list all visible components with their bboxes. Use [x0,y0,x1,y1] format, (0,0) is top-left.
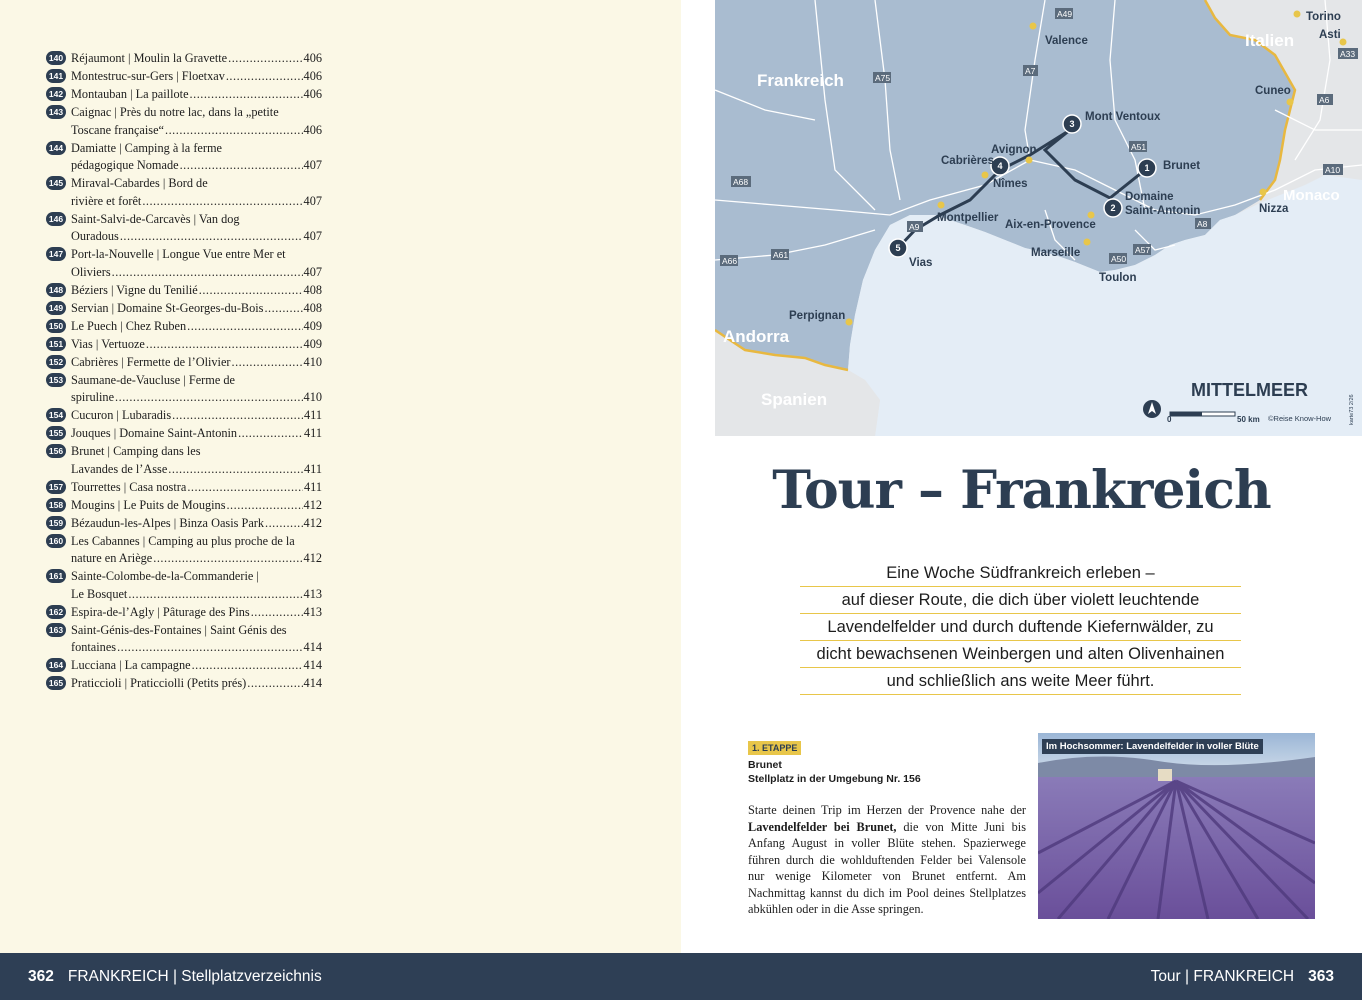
entry-title-line: Les Cabannes | Camping au plus proche de la [71,533,295,548]
leader-dots [226,68,303,86]
svg-text:A7: A7 [1025,66,1036,76]
entry-number-badge: 144 [46,141,66,155]
city-vias: Vias [909,257,933,269]
leader-dots [112,264,303,282]
entry-number-badge: 140 [46,51,66,65]
toc-entry [46,443,322,478]
entry-page: 407 [303,158,322,172]
entry-title-line: Port-la-Nouvelle | Longue Vue entre Mer et [71,247,286,261]
entry-title-line: Toscane française“ [71,122,165,137]
entry-title-line: rivière et forêt [71,193,142,208]
entry-title-line: Sainte-Colombe-de-la-Commanderie | [71,569,259,583]
toc-entry [46,479,322,497]
toc-entry [46,515,322,533]
entry-page: 410 [303,390,322,404]
svg-text:A51: A51 [1131,142,1147,152]
stop-2: 2 [1110,203,1116,213]
leader-dots [165,122,303,140]
entry-number-badge: 154 [46,408,66,422]
entry-title-line: Saint-Salvi-de-Carcavès | Van dog [71,211,240,226]
leader-dots [192,657,303,675]
left-page [0,0,681,953]
leader-dots [180,157,303,175]
entry-number-badge: 146 [46,212,66,226]
entry-title-line: Damiatte | Camping à la ferme [71,140,222,155]
intro-line: dicht bewachsenen Weinbergen und alten Olivenhainen [800,641,1241,668]
city-aix: Aix-en-Provence [1005,219,1096,231]
leader-dots [146,336,303,354]
leader-dots [172,407,303,425]
entry-number-badge: 141 [46,69,66,83]
footer-left-text: FRANKREICH | Stellplatzverzeichnis [67,968,322,985]
entry-number-badge: 151 [46,337,66,351]
stage-name: Brunet [748,759,782,771]
entry-page: 411 [304,479,322,494]
toc-entry [46,407,322,425]
label-mittelmeer: MITTELMEER [1191,380,1308,400]
leader-dots [265,515,303,533]
entry-page: 406 [303,69,322,83]
entry-number-badge: 164 [46,658,66,672]
route-map [715,0,1362,436]
svg-text:©Reise Know-How: ©Reise Know-How [1268,414,1332,423]
toc-entry [46,568,322,603]
entry-number-badge: 162 [46,605,66,619]
entry-page: 408 [303,300,322,315]
entry-number-badge: 163 [46,623,66,637]
entry-title-line: Miraval-Cabardes | Bord de [71,176,208,190]
entry-number-badge: 156 [46,444,66,458]
entry-title-line: Réjaumont | Moulin la Gravette [71,51,228,65]
leader-dots [190,86,303,104]
leader-dots [199,282,303,300]
entry-page: 407 [303,264,322,279]
leader-dots [232,354,303,372]
stop-1: 1 [1144,163,1150,173]
city-cabrieres: Cabrières [941,155,995,167]
city-marseille: Marseille [1031,247,1081,259]
toc-entry [46,282,322,300]
svg-text:A57: A57 [1135,245,1151,255]
city-saint-antonin: Saint-Antonin [1125,205,1201,217]
svg-text:A10: A10 [1325,165,1341,175]
city-cuneo: Cuneo [1255,85,1291,97]
entry-page: 407 [303,229,322,243]
svg-text:karte73 2/26: karte73 2/26 [1349,394,1355,425]
leader-dots [187,479,303,497]
entry-title-line: Montauban | La paillote [71,87,189,101]
toc-list [46,50,322,693]
entry-title-line: Praticcioli | Praticciolli (Petits prés) [71,676,247,690]
footer-bar [0,953,1362,1000]
entry-number-badge: 145 [46,176,66,190]
entry-number-badge: 157 [46,480,66,494]
stop-4: 4 [997,161,1003,171]
north-arrow-icon [1143,400,1161,418]
city-avignon: Avignon [991,144,1037,156]
intro-line: Lavendelfelder und durch duftende Kiefernwälder, zu [800,614,1241,641]
city-perpignan: Perpignan [789,310,846,322]
photo-caption: Im Hochsommer: Lavendelfelder in voller Blüte [1042,739,1263,754]
intro-text [800,560,1241,695]
entry-title-line: Béziers | Vigne du Tenilié [71,282,198,297]
city-asti: Asti [1319,29,1341,41]
label-monaco: Monaco [1283,187,1340,204]
stage-block [748,738,1026,918]
entry-page: 406 [303,51,322,65]
footer-right-text: Tour | FRANKREICH [1150,968,1295,985]
toc-entry [46,354,322,372]
stop-5: 5 [895,243,901,253]
entry-title-line: Servian | Domaine St-Georges-du-Bois [71,300,264,315]
toc-entry [46,300,322,318]
entry-number-badge: 161 [46,569,66,583]
page-number-right: 363 [1308,968,1334,985]
entry-number-badge: 148 [46,283,66,297]
city-nizza: Nizza [1259,203,1289,215]
toc-entry [46,533,322,568]
entry-page: 412 [303,497,322,512]
entry-number-badge: 155 [46,426,66,440]
svg-text:A50: A50 [1111,254,1127,264]
intro-line: und schließlich ans weite Meer führt. [800,668,1241,695]
city-brunet: Brunet [1163,160,1201,172]
entry-page: 413 [303,586,322,601]
entry-title-line: spiruline [71,390,115,404]
leader-dots [251,604,303,622]
toc-entry [46,425,322,443]
entry-page: 411 [304,426,322,440]
svg-text:A75: A75 [875,73,891,83]
entry-page: 414 [303,640,322,654]
stage-body: Starte deinen Trip im Herzen der Provence nahe der Lavendelfelder bei Brunet, die von Mitte Juni bis Anfang August in voller Blüte stehen. Spazierwege führen durch die wohlduftenden Felder bei Valensole nur wenige Kilometer von Brunet entfernt. Am Nachmittag kannst du dich im Pool deines Stellplatzes abkühlen oder in die Asse springen. [748,803,1026,916]
entry-title-line: Le Puech | Chez Ruben [71,318,187,333]
entry-number-badge: 158 [46,498,66,512]
entry-number-badge: 160 [46,534,66,548]
leader-dots [117,639,302,657]
leader-dots [153,550,302,568]
entry-title-line: nature en Ariège [71,551,153,565]
leader-dots [264,300,302,318]
entry-number-badge: 152 [46,355,66,369]
entry-title-line: Brunet | Camping dans les [71,444,201,458]
entry-number-badge: 149 [46,301,66,315]
entry-title-line: Saumane-de-Vaucluse | Ferme de [71,372,235,387]
svg-text:A68: A68 [733,177,749,187]
entry-page: 410 [303,354,322,369]
city-mont-ventoux: Mont Ventoux [1085,111,1161,123]
svg-text:0: 0 [1167,415,1172,424]
entry-page: 411 [304,408,322,422]
entry-title-line: Bézaudun-les-Alpes | Binza Oasis Park [71,515,265,530]
leader-dots [168,461,303,479]
entry-title-line: Le Bosquet [71,586,128,601]
city-toulon: Toulon [1099,272,1137,284]
svg-text:A61: A61 [773,250,789,260]
toc-entry [46,246,322,281]
city-montpellier: Montpellier [937,212,999,224]
label-italien: Italien [1245,31,1295,50]
leader-dots [120,228,303,246]
entry-title-line: Caignac | Près du notre lac, dans la „petite [71,105,279,119]
toc-entry [46,50,322,68]
svg-text:A33: A33 [1340,49,1356,59]
entry-title-line: Mougins | Le Puits de Mougins [71,497,226,512]
toc-entry [46,604,322,622]
label-frankreich: Frankreich [757,71,844,90]
toc-entry [46,140,322,175]
leader-dots [115,389,303,407]
entry-page: 414 [303,676,322,690]
toc-entry [46,657,322,675]
leader-dots [238,425,303,443]
city-domaine: Domaine [1125,191,1174,203]
leader-dots [142,193,302,211]
toc-entry [46,211,322,246]
entry-title-line: Vias | Vertuoze [71,336,145,351]
toc-entry [46,175,322,210]
toc-entry [46,86,322,104]
toc-entry [46,104,322,139]
stage-subtitle: Stellplatz in der Umgebung Nr. 156 [748,773,921,785]
entry-title-line: Tourrettes | Casa nostra [71,479,187,494]
entry-page: 413 [303,604,322,619]
entry-number-badge: 142 [46,87,66,101]
entry-number-badge: 153 [46,373,66,387]
toc-entry [46,68,322,86]
label-andorra: Andorra [723,327,790,346]
entry-page: 414 [303,658,322,672]
svg-text:A66: A66 [722,256,738,266]
leader-dots [187,318,302,336]
svg-text:A49: A49 [1057,9,1073,19]
entry-title-line: Espira-de-l’Agly | Pâturage des Pins [71,604,250,619]
entry-page: 412 [303,515,322,530]
page-number-left: 362 [28,968,54,985]
entry-page: 408 [303,282,322,297]
entry-page: 407 [303,193,322,208]
entry-title-line: Lucciana | La campagne [71,658,191,672]
toc-entry [46,497,322,515]
leader-dots [228,50,302,68]
leader-dots [226,497,302,515]
entry-number-badge: 147 [46,247,66,261]
entry-page: 409 [303,318,322,333]
entry-page: 409 [303,336,322,351]
entry-number-badge: 143 [46,105,66,119]
entry-page: 406 [303,122,322,137]
toc-entry [46,675,322,693]
entry-title-line: Oliviers [71,264,111,279]
city-torino: Torino [1306,11,1341,23]
entry-number-badge: 159 [46,516,66,530]
map-svg [715,0,1362,436]
lavender-photo [1038,733,1315,919]
entry-title-line: Montestruc-sur-Gers | Floetxav [71,69,225,83]
entry-title-line: fontaines [71,640,117,654]
entry-page: 411 [304,461,322,476]
stage-badge: 1. ETAPPE [748,741,801,755]
toc-entry [46,622,322,657]
svg-text:50 km: 50 km [1237,415,1260,424]
entry-number-badge: 165 [46,676,66,690]
city-valence: Valence [1045,35,1088,47]
svg-text:A8: A8 [1197,219,1208,229]
label-spanien: Spanien [761,390,828,409]
entry-title-line: Saint-Génis-des-Fontaines | Saint Génis des [71,622,287,637]
entry-number-badge: 150 [46,319,66,333]
intro-line: Eine Woche Südfrankreich erleben – [800,560,1241,587]
svg-text:A6: A6 [1319,95,1330,105]
stop-3: 3 [1069,119,1075,129]
city-nimes: Nîmes [993,178,1028,190]
svg-text:A9: A9 [909,222,920,232]
entry-title-line: Jouques | Domaine Saint-Antonin [71,426,238,440]
footer-left [28,968,322,986]
footer-right [1151,968,1334,986]
entry-title-line: Cucuron | Lubaradis [71,408,172,422]
entry-title-line: Lavandes de l’Asse [71,461,168,476]
leader-dots [247,675,302,693]
entry-page: 406 [303,87,322,101]
entry-page: 412 [303,551,322,565]
entry-title-line: Cabrières | Fermette de l’Olivier [71,354,231,369]
entry-title-line: pédagogique Nomade [71,158,179,172]
toc-entry [46,336,322,354]
page-title: Tour – Frankreich [772,460,1271,521]
toc-entry [46,372,322,407]
entry-title-line: Ouradous [71,229,119,243]
toc-entry [46,318,322,336]
leader-dots [128,586,302,604]
intro-line: auf dieser Route, die dich über violett leuchtende [800,587,1241,614]
